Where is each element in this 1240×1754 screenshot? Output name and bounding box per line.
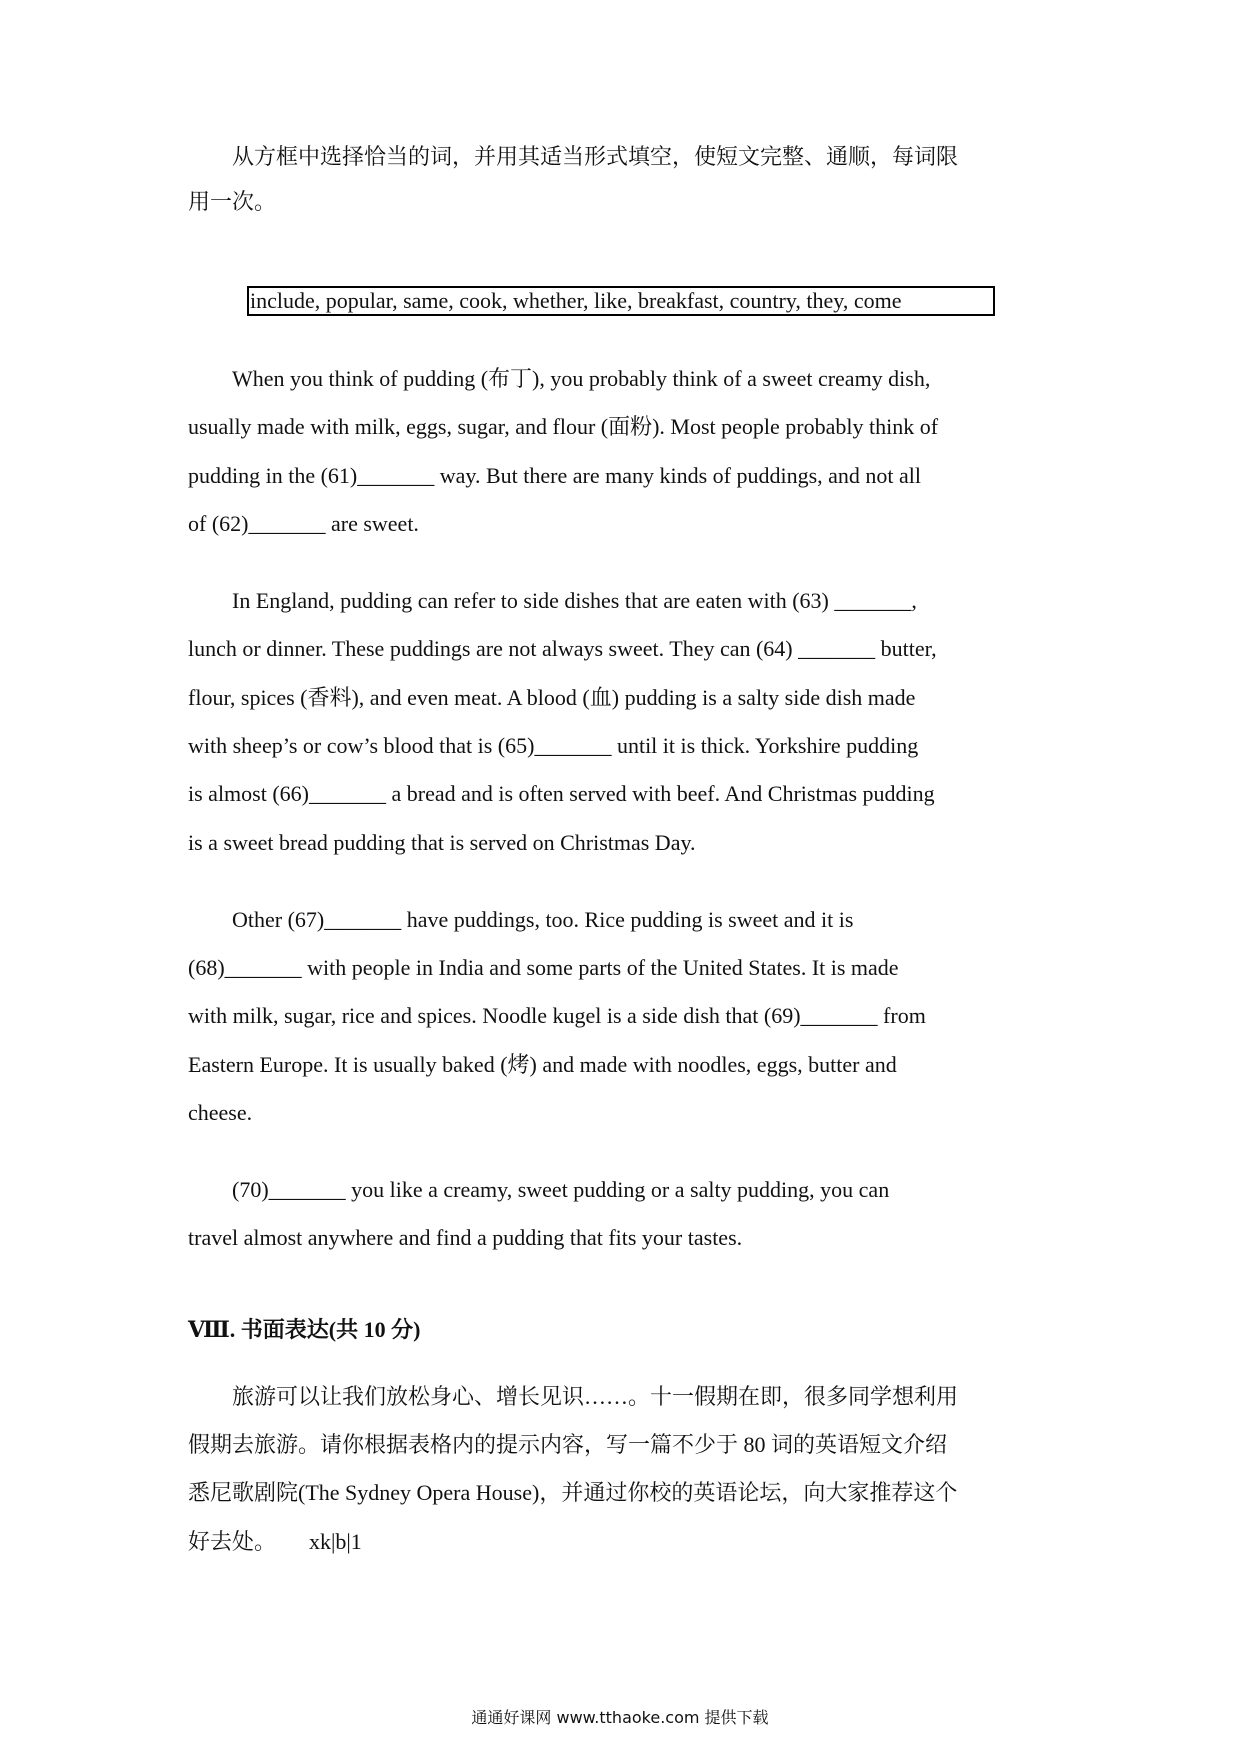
writing-task-line: 悉尼歌剧院(The Sydney Opera House)，并通过你校的英语论坛，向大家推荐这个 xyxy=(188,1480,958,1505)
passage-line: flour, spices (香料), and even meat. A blood (血) pudding is a salty side dish made xyxy=(188,685,916,710)
passage-line: usually made with milk, eggs, sugar, and flour (面粉). Most people probably think of xyxy=(188,414,939,439)
writing-task-line: 假期去旅游。请你根据表格内的提示内容，写一篇不少于 80 词的英语短文介绍 xyxy=(188,1432,948,1457)
passage-line: travel almost anywhere and find a pudding that fits your tastes. xyxy=(188,1225,743,1250)
instruction-line: 用一次。 xyxy=(188,189,277,214)
passage-line: Eastern Europe. It is usually baked (烤) and made with noodles, eggs, butter and xyxy=(188,1052,897,1077)
passage-line: (70)_______ you like a creamy, sweet pudding or a salty pudding, you can xyxy=(232,1177,890,1202)
word-box: include, popular, same, cook, whether, like, breakfast, country, they, come xyxy=(247,286,995,316)
passage-line: lunch or dinner. These puddings are not always sweet. They can (64) _______ butter, xyxy=(188,636,937,661)
passage-line: is almost (66)_______ a bread and is often served with beef. And Christmas pudding xyxy=(188,781,935,806)
section-heading: Ⅷ. 书面表达(共 10 分) xyxy=(188,1317,421,1342)
passage-line: cheese. xyxy=(188,1100,253,1125)
passage-line: When you think of pudding (布丁), you probably think of a sweet creamy dish, xyxy=(232,366,931,391)
writing-task-line: 好去处。 xk|b|1 xyxy=(188,1529,362,1554)
passage-line: Other (67)_______ have puddings, too. Rice pudding is sweet and it is xyxy=(232,907,854,932)
passage-line: with sheep’s or cow’s blood that is (65)_______ until it is thick. Yorkshire pudding xyxy=(188,733,919,758)
passage-line: of (62)_______ are sweet. xyxy=(188,511,419,536)
page-footer: 通通好课网 www.tthaoke.com 提供下载 xyxy=(471,1708,769,1727)
passage-line: (68)_______ with people in India and some parts of the United States. It is made xyxy=(188,955,899,980)
passage-line: is a sweet bread pudding that is served on Christmas Day. xyxy=(188,830,696,855)
instruction-line: 从方框中选择恰当的词，并用其适当形式填空，使短文完整、通顺，每词限 xyxy=(232,144,959,169)
passage-line: with milk, sugar, rice and spices. Noodle kugel is a side dish that (69)_______ from xyxy=(188,1003,926,1028)
writing-task-line: 旅游可以让我们放松身心、增长见识……。十一假期在即，很多同学想利用 xyxy=(232,1384,959,1409)
passage-line: pudding in the (61)_______ way. But there are many kinds of puddings, and not all xyxy=(188,463,922,488)
passage-line: In England, pudding can refer to side dishes that are eaten with (63) _______, xyxy=(232,588,917,613)
